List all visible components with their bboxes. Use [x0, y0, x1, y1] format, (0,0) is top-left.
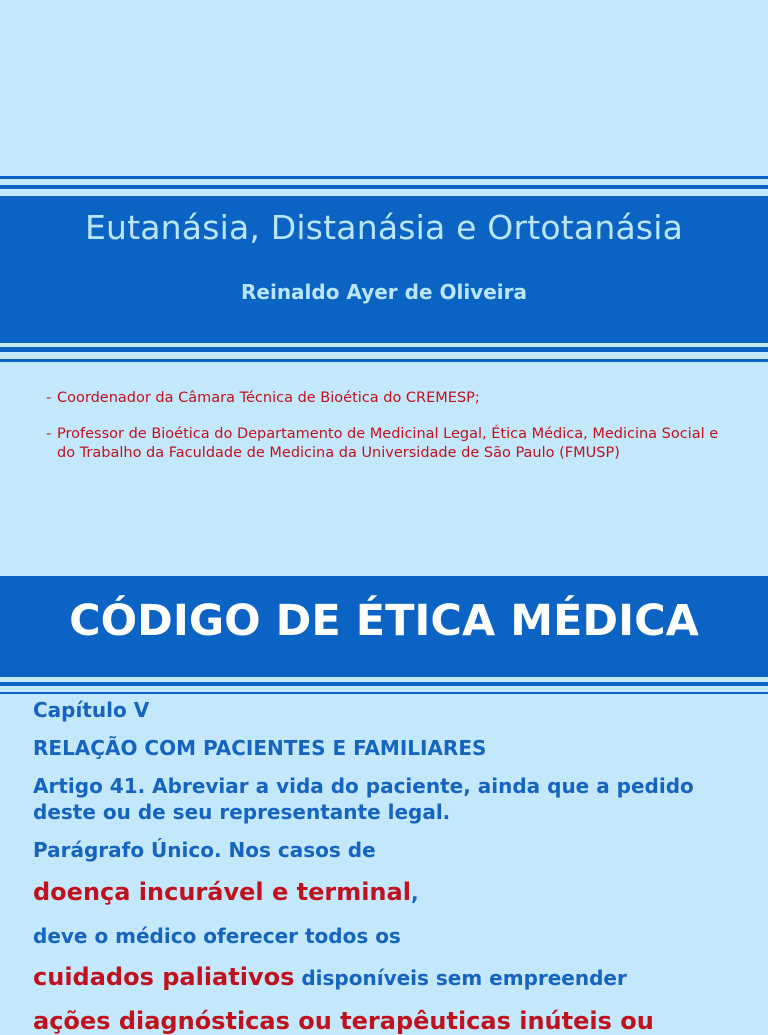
divider-line — [0, 185, 768, 189]
slide-title: Eutanásia, Distanásia e Ortotanásia — [84, 208, 684, 247]
credential-text: Professor de Bioética do Departamento de Medicinal Legal, Ética Médica, Medicina Social e do Trabalho da Faculdade de Medicina da Universidade de São Paulo (FMUSP) — [57, 426, 719, 461]
bullet-dash: - — [46, 426, 52, 442]
body-text-line: deve o médico oferecer todos os — [33, 924, 401, 948]
paragraph-text: Parágrafo Único. Nos casos de — [33, 838, 376, 862]
credential-item — [46, 425, 736, 463]
divider-line — [0, 347, 768, 352]
credential-item — [46, 389, 736, 408]
highlight-suffix: disponíveis sem empreender — [294, 966, 627, 990]
section-heading: RELAÇÃO COM PACIENTES E FAMILIARES — [33, 736, 487, 760]
highlight-line-2 — [33, 964, 753, 991]
credential-text: Coordenador da Câmara Técnica de Bioética do CREMESP; — [57, 390, 480, 406]
divider-line — [0, 692, 768, 694]
highlight-line-1 — [33, 879, 753, 906]
author-name: Reinaldo Ayer de Oliveira — [241, 280, 527, 304]
chapter-label: Capítulo V — [33, 698, 150, 722]
highlight-line-3: ações diagnósticas ou terapêuticas inúteis ou — [33, 1007, 654, 1035]
article-text-line1: Artigo 41. Abreviar a vida do paciente, ainda que a pedido — [33, 774, 694, 798]
highlight-suffix: , — [410, 881, 419, 905]
divider-line — [0, 176, 768, 179]
divider-line — [0, 359, 768, 362]
highlight-term: doença incurável e terminal — [33, 878, 411, 906]
code-title: CÓDIGO DE ÉTICA MÉDICA — [69, 596, 699, 646]
bullet-dash: - — [46, 390, 52, 406]
highlight-term: cuidados paliativos — [33, 963, 295, 991]
divider-line — [0, 682, 768, 686]
article-text-line2: deste ou de seu representante legal. — [33, 800, 451, 824]
